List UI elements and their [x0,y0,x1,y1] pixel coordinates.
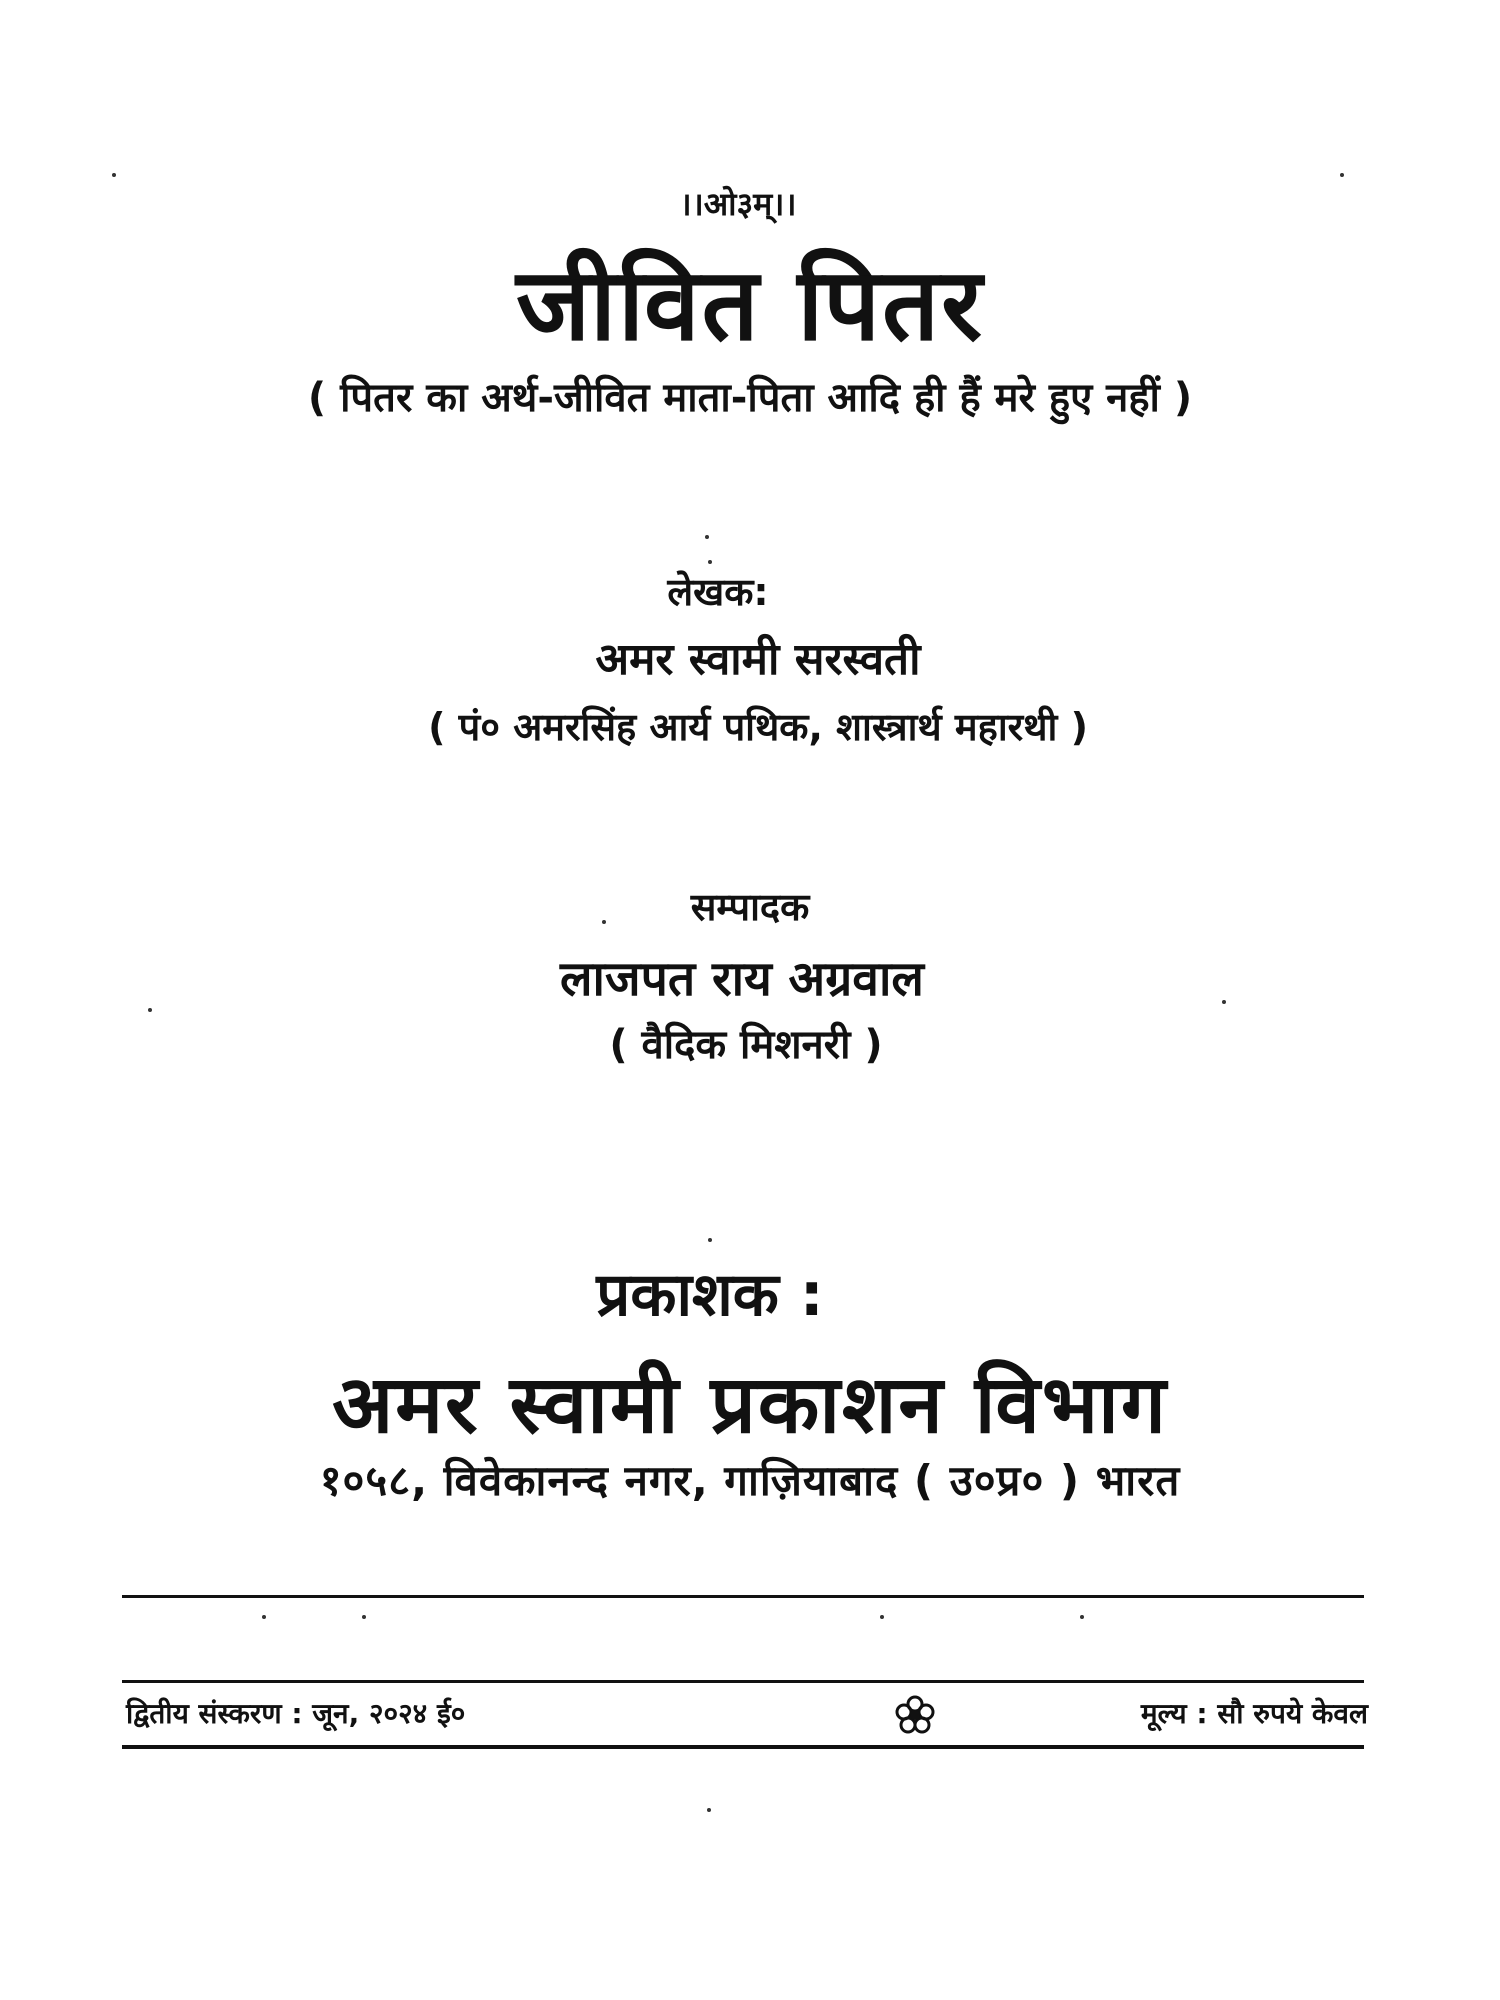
print-speck [708,1238,712,1242]
book-title: जीवित पितर [515,246,984,363]
publisher-address: १०५८, विवेकानन्द नगर, गाज़ियाबाद ( उ०प्र० ) भारत [319,1456,1181,1505]
print-speck [148,1008,152,1012]
print-speck [707,1808,711,1812]
footer-bottom-rule [122,1745,1364,1749]
print-speck [1080,1615,1084,1619]
print-speck [112,173,116,177]
flower-icon [893,1695,937,1735]
publisher-label: प्रकाशक : [596,1260,824,1330]
author-alias: ( पं० अमरसिंह आर्य पथिक, शास्त्रार्थ महारथी ) [428,705,1088,749]
author-label: लेखक: [667,570,769,614]
print-speck [1222,1000,1226,1004]
print-speck [705,535,709,539]
edition-info: द्वितीय संस्करण : जून, २०२४ ई० [126,1697,466,1730]
divider-rule [122,1595,1364,1598]
editor-role: ( वैदिक मिशनरी ) [609,1022,883,1068]
author-name: अमर स्वामी सरस्वती [595,634,921,685]
print-speck [262,1615,266,1619]
print-speck [880,1615,884,1619]
publisher-name: अमर स्वामी प्रकाशन विभाग [332,1358,1168,1451]
print-speck [1340,173,1344,177]
book-subtitle: ( पितर का अर्थ-जीवित माता-पिता आदि ही हैं मरे हुए नहीं ) [307,375,1193,421]
editor-label: सम्पादक [690,885,810,929]
print-speck [708,560,712,564]
footer-top-rule [122,1680,1364,1683]
print-speck [362,1615,366,1619]
print-speck [602,920,606,924]
price-info: मूल्य : सौ रुपये केवल [1140,1697,1368,1730]
editor-name: लाजपत राय अग्रवाल [560,951,924,1007]
invocation: ।।ओ३म्।। [679,185,797,223]
